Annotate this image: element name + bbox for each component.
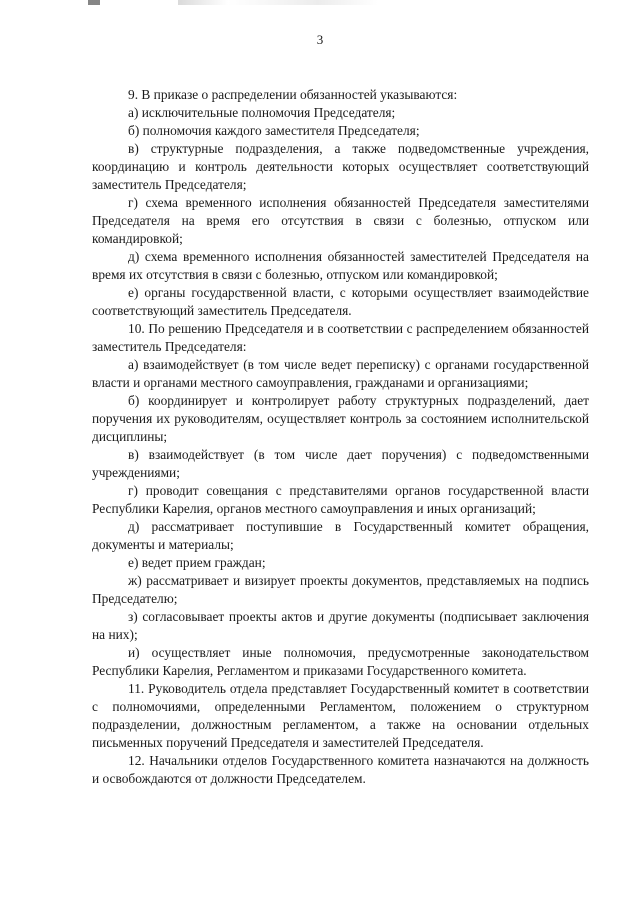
paragraph-10-z: з) согласовывает проекты актов и другие документы (подписывает заключения на них); xyxy=(92,609,589,642)
paragraph-9-a: а) исключительные полномочия Председателя; xyxy=(128,105,396,120)
paragraph-9-v: в) структурные подразделения, а также подведомственные учреждения, координацию и контроль деятельности которых осуществляет соответствующий заместитель Председателя; xyxy=(92,141,589,192)
paragraph-12: 12. Начальники отделов Государственного комитета назначаются на должность и освобождаются от должности Председателем. xyxy=(92,753,589,786)
paragraph-10-i: и) осуществляет иные полномочия, предусмотренные законодательством Республики Карелия, Регламентом и приказами Государственного комитета. xyxy=(92,645,589,678)
document-body xyxy=(92,86,589,788)
paragraph-9-d: д) схема временного исполнения обязанностей заместителей Председателя на время их отсутствия в связи с болезнью, отпуском или командировкой; xyxy=(92,249,589,282)
paragraph-10-v: в) взаимодействует (в том числе дает поручения) с подведомственными учреждениями; xyxy=(92,447,589,480)
paragraph-10-a: а) взаимодействует (в том числе ведет переписку) с органами государственной власти и органами местного самоуправления, гражданами и организациями; xyxy=(92,357,589,390)
paragraph-10-zh: ж) рассматривает и визирует проекты документов, представляемых на подпись Председателю; xyxy=(92,573,589,606)
paragraph-11: 11. Руководитель отдела представляет Государственный комитет в соответствии с полномочиями, определенными Регламентом, положением о структурном подразделении, должностным регламентом, а также на основании отдельных письменных поручений Председателя и заместителей Председателя. xyxy=(92,681,589,750)
paragraph-10-d: д) рассматривает поступившие в Государственный комитет обращения, документы и материалы; xyxy=(92,519,589,552)
paragraph-9-b: б) полномочия каждого заместителя Председателя; xyxy=(128,123,420,138)
scan-top-smudge xyxy=(88,0,448,5)
paragraph-9-g: г) схема временного исполнения обязанностей Председателя заместителями Председателя на время его отсутствия в связи с болезнью, отпуском или командировкой; xyxy=(92,195,589,246)
paragraph-10: 10. По решению Председателя и в соответствии с распределением обязанностей заместитель Председателя: xyxy=(92,321,589,354)
paragraph-9-e: е) органы государственной власти, с которыми осуществляет взаимодействие соответствующий заместитель Председателя. xyxy=(92,285,589,318)
paragraph-9: 9. В приказе о распределении обязанностей указываются: xyxy=(128,87,458,102)
page-number: 3 xyxy=(316,32,324,47)
paragraph-10-b: б) координирует и контролирует работу структурных подразделений, дает поручения их руководителям, осуществляет контроль за состоянием исполнительской дисциплины; xyxy=(92,393,589,444)
paragraph-10-e: е) ведет прием граждан; xyxy=(128,555,266,570)
paragraph-10-g: г) проводит совещания с представителями органов государственной власти Республики Карелия, органов местного самоуправления и иных организаций; xyxy=(92,483,589,516)
